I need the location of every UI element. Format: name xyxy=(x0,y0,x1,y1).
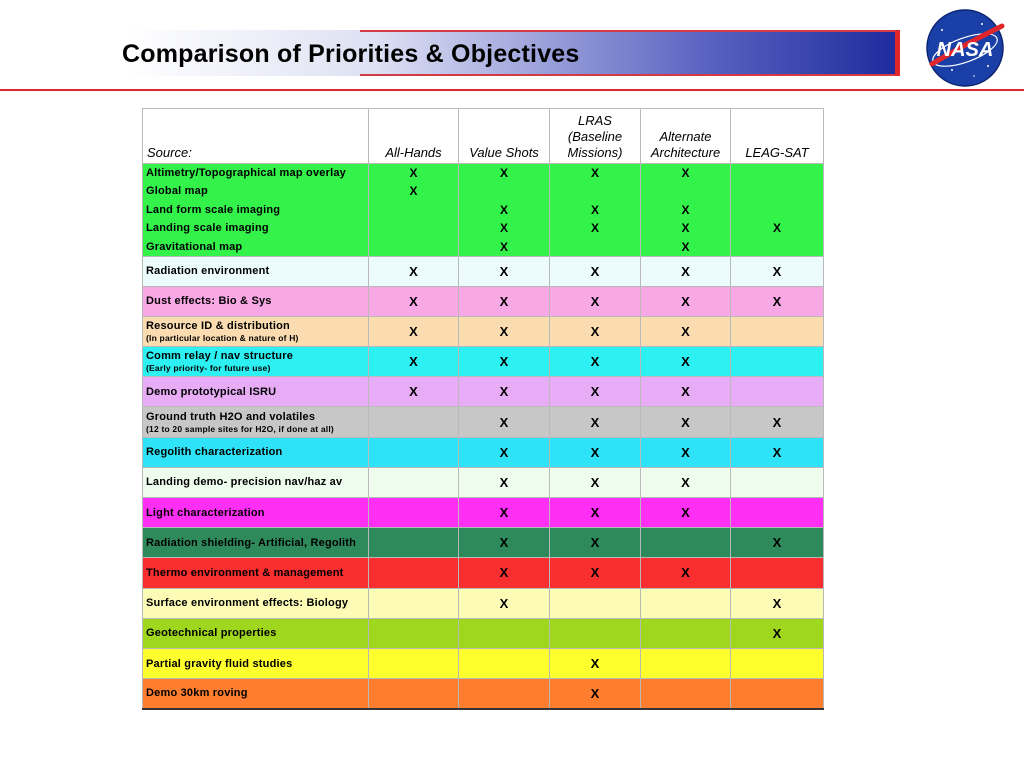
cell-lras xyxy=(550,618,641,648)
cell-leag-sat: X xyxy=(731,256,824,286)
row-label xyxy=(143,498,369,528)
page-title: Comparison of Priorities & Objectives xyxy=(122,40,580,68)
cell-alternate-architecture xyxy=(641,182,731,201)
row-label xyxy=(143,528,369,558)
cell-all-hands: X xyxy=(369,256,459,286)
cell-alternate-architecture xyxy=(641,679,731,709)
cell-all-hands: X xyxy=(369,182,459,201)
cell-all-hands xyxy=(369,467,459,497)
cell-leag-sat: X xyxy=(731,528,824,558)
row-label xyxy=(143,377,369,407)
title-banner-top-edge xyxy=(360,30,900,32)
table-row xyxy=(143,648,824,678)
cell-all-hands xyxy=(369,618,459,648)
table-row xyxy=(143,164,824,183)
cell-all-hands xyxy=(369,201,459,220)
row-label-main: Light characterization xyxy=(146,506,265,519)
cell-leag-sat xyxy=(731,347,824,377)
row-label xyxy=(143,679,369,709)
cell-value-shots: X xyxy=(459,286,550,316)
cell-lras: X xyxy=(550,219,641,238)
row-label: Landing scale imaging xyxy=(143,219,369,238)
cell-leag-sat: X xyxy=(731,618,824,648)
cell-lras: X xyxy=(550,201,641,220)
cell-all-hands xyxy=(369,528,459,558)
cell-alternate-architecture: X xyxy=(641,498,731,528)
row-label xyxy=(143,407,369,437)
row-label-note: (Early priority- for future use) xyxy=(146,363,271,374)
row-label-main: Demo prototypical ISRU xyxy=(146,385,277,398)
row-label-note: (12 to 20 sample sites for H2O, if done at all) xyxy=(146,423,334,434)
table-row xyxy=(143,286,824,316)
table-row xyxy=(143,201,824,220)
cell-value-shots: X xyxy=(459,407,550,437)
table-row xyxy=(143,467,824,497)
cell-alternate-architecture xyxy=(641,648,731,678)
row-label-main: Thermo environment & management xyxy=(146,566,344,579)
cell-value-shots: X xyxy=(459,498,550,528)
row-label-main: Ground truth H2O and volatiles xyxy=(146,410,316,423)
cell-lras: X xyxy=(550,467,641,497)
cell-all-hands: X xyxy=(369,286,459,316)
row-label-main: Landing demo- precision nav/haz av xyxy=(146,476,343,489)
cell-alternate-architecture xyxy=(641,618,731,648)
table-row xyxy=(143,238,824,257)
table-row xyxy=(143,347,824,377)
row-label xyxy=(143,588,369,618)
cell-leag-sat xyxy=(731,238,824,257)
cell-lras: X xyxy=(550,256,641,286)
table-row xyxy=(143,377,824,407)
row-label xyxy=(143,467,369,497)
cell-all-hands xyxy=(369,588,459,618)
row-label-note: (In particular location & nature of H) xyxy=(146,332,299,343)
cell-value-shots: X xyxy=(459,437,550,467)
column-header-all-hands: All-Hands xyxy=(369,109,459,164)
cell-lras: X xyxy=(550,679,641,709)
cell-alternate-architecture: X xyxy=(641,437,731,467)
cell-leag-sat xyxy=(731,467,824,497)
nasa-logo xyxy=(922,6,1008,90)
header-row xyxy=(143,109,824,164)
cell-alternate-architecture: X xyxy=(641,256,731,286)
cell-alternate-architecture: X xyxy=(641,316,731,346)
column-header-source: Source: xyxy=(143,109,369,164)
cell-value-shots xyxy=(459,618,550,648)
cell-leag-sat xyxy=(731,498,824,528)
cell-alternate-architecture xyxy=(641,588,731,618)
row-label: Altimetry/Topographical map overlay xyxy=(143,164,369,183)
cell-lras: X xyxy=(550,648,641,678)
cell-all-hands xyxy=(369,498,459,528)
cell-value-shots: X xyxy=(459,558,550,588)
cell-leag-sat: X xyxy=(731,286,824,316)
cell-value-shots: X xyxy=(459,201,550,220)
cell-value-shots xyxy=(459,679,550,709)
table-row xyxy=(143,528,824,558)
cell-alternate-architecture: X xyxy=(641,238,731,257)
cell-value-shots: X xyxy=(459,528,550,558)
cell-leag-sat: X xyxy=(731,219,824,238)
title-divider xyxy=(0,89,1024,91)
cell-all-hands: X xyxy=(369,316,459,346)
row-label-main: Demo 30km roving xyxy=(146,687,248,700)
row-label xyxy=(143,286,369,316)
row-label-main: Surface environment effects: Biology xyxy=(146,597,349,610)
cell-value-shots: X xyxy=(459,164,550,183)
row-label xyxy=(143,256,369,286)
title-banner-red-edge xyxy=(895,30,900,76)
cell-leag-sat: X xyxy=(731,437,824,467)
priorities-matrix xyxy=(142,108,824,710)
cell-lras xyxy=(550,588,641,618)
table-row xyxy=(143,588,824,618)
cell-value-shots xyxy=(459,648,550,678)
cell-all-hands: X xyxy=(369,347,459,377)
cell-value-shots: X xyxy=(459,316,550,346)
cell-lras: X xyxy=(550,498,641,528)
cell-all-hands xyxy=(369,437,459,467)
cell-leag-sat xyxy=(731,164,824,183)
matrix-body xyxy=(143,164,824,709)
column-header-leag-sat: LEAG-SAT xyxy=(731,109,824,164)
cell-lras: X xyxy=(550,164,641,183)
cell-value-shots: X xyxy=(459,238,550,257)
cell-value-shots: X xyxy=(459,377,550,407)
row-label-main: Radiation environment xyxy=(146,265,270,278)
column-header-lras: LRAS (Baseline Missions) xyxy=(550,109,641,164)
table-row xyxy=(143,219,824,238)
cell-value-shots: X xyxy=(459,347,550,377)
column-header-alternate-architecture: Alternate Architecture xyxy=(641,109,731,164)
cell-all-hands xyxy=(369,219,459,238)
row-label xyxy=(143,618,369,648)
cell-alternate-architecture xyxy=(641,528,731,558)
row-label-main: Geotechnical properties xyxy=(146,627,277,640)
row-label xyxy=(143,347,369,377)
row-label-main: Partial gravity fluid studies xyxy=(146,657,293,670)
row-label xyxy=(143,316,369,346)
row-label-main: Comm relay / nav structure xyxy=(146,350,294,363)
row-label: Land form scale imaging xyxy=(143,201,369,220)
cell-leag-sat: X xyxy=(731,588,824,618)
table-row xyxy=(143,498,824,528)
cell-alternate-architecture: X xyxy=(641,407,731,437)
cell-lras: X xyxy=(550,558,641,588)
cell-value-shots: X xyxy=(459,256,550,286)
table-row xyxy=(143,407,824,437)
column-header-value-shots: Value Shots xyxy=(459,109,550,164)
nasa-logo-text: NASA xyxy=(936,39,994,61)
cell-leag-sat xyxy=(731,377,824,407)
cell-lras: X xyxy=(550,347,641,377)
cell-all-hands xyxy=(369,238,459,257)
cell-leag-sat xyxy=(731,558,824,588)
row-label-main: Regolith characterization xyxy=(146,446,283,459)
row-label-main: Radiation shielding- Artificial, Regolith xyxy=(146,536,357,549)
cell-alternate-architecture: X xyxy=(641,201,731,220)
cell-lras: X xyxy=(550,377,641,407)
cell-alternate-architecture: X xyxy=(641,467,731,497)
cell-lras: X xyxy=(550,316,641,346)
row-label-main: Dust effects: Bio & Sys xyxy=(146,295,272,308)
cell-leag-sat xyxy=(731,679,824,709)
cell-value-shots: X xyxy=(459,588,550,618)
cell-all-hands: X xyxy=(369,164,459,183)
table-row xyxy=(143,437,824,467)
cell-all-hands xyxy=(369,679,459,709)
cell-value-shots xyxy=(459,182,550,201)
cell-leag-sat xyxy=(731,316,824,346)
row-label: Gravitational map xyxy=(143,238,369,257)
cell-leag-sat xyxy=(731,648,824,678)
cell-value-shots: X xyxy=(459,467,550,497)
row-label: Global map xyxy=(143,182,369,201)
cell-all-hands xyxy=(369,558,459,588)
title-banner-bottom-edge xyxy=(360,74,900,76)
table-row xyxy=(143,316,824,346)
cell-lras: X xyxy=(550,528,641,558)
cell-lras xyxy=(550,238,641,257)
cell-alternate-architecture: X xyxy=(641,219,731,238)
cell-value-shots: X xyxy=(459,219,550,238)
cell-alternate-architecture: X xyxy=(641,164,731,183)
cell-leag-sat xyxy=(731,182,824,201)
row-label-main: Resource ID & distribution xyxy=(146,319,290,332)
cell-all-hands xyxy=(369,407,459,437)
table-row xyxy=(143,182,824,201)
cell-leag-sat: X xyxy=(731,407,824,437)
cell-leag-sat xyxy=(731,201,824,220)
table-row xyxy=(143,558,824,588)
cell-lras: X xyxy=(550,437,641,467)
cell-alternate-architecture: X xyxy=(641,286,731,316)
row-label xyxy=(143,437,369,467)
cell-alternate-architecture: X xyxy=(641,377,731,407)
table-row xyxy=(143,679,824,709)
cell-lras: X xyxy=(550,407,641,437)
cell-lras xyxy=(550,182,641,201)
table-row xyxy=(143,618,824,648)
cell-lras: X xyxy=(550,286,641,316)
cell-alternate-architecture: X xyxy=(641,347,731,377)
row-label xyxy=(143,558,369,588)
cell-all-hands xyxy=(369,648,459,678)
cell-all-hands: X xyxy=(369,377,459,407)
cell-alternate-architecture: X xyxy=(641,558,731,588)
table-row xyxy=(143,256,824,286)
row-label xyxy=(143,648,369,678)
